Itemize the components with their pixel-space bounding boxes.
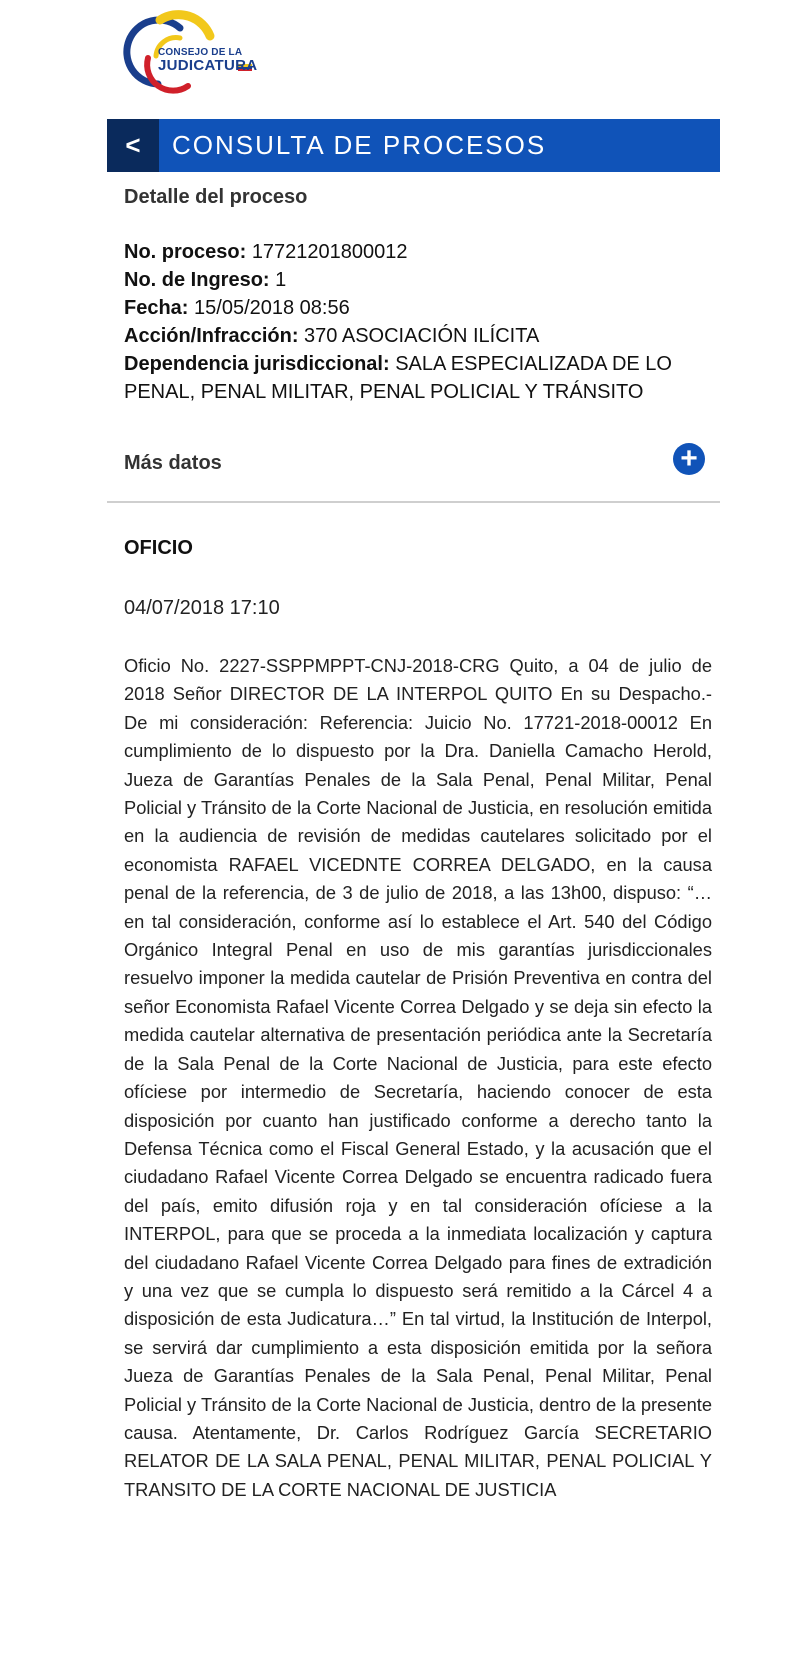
document-date: 04/07/2018 17:10 bbox=[124, 597, 280, 619]
field-no-ingreso bbox=[124, 266, 714, 294]
field-dependencia bbox=[124, 350, 714, 406]
field-value: 1 bbox=[275, 269, 287, 291]
more-data-label[interactable]: Más datos bbox=[124, 452, 222, 474]
back-button[interactable] bbox=[107, 119, 159, 172]
field-label: No. de Ingreso: bbox=[124, 269, 270, 291]
page-title: CONSULTA DE PROCESOS bbox=[172, 130, 547, 160]
field-fecha bbox=[124, 294, 714, 322]
document-title: OFICIO bbox=[124, 537, 193, 559]
section-title-detalle: Detalle del proceso bbox=[124, 186, 308, 208]
chevron-left-icon: < bbox=[125, 130, 141, 160]
divider bbox=[107, 501, 720, 503]
logo-text bbox=[158, 48, 257, 73]
page-header bbox=[107, 119, 720, 172]
field-label: Dependencia jurisdiccional: bbox=[124, 353, 390, 375]
field-label: Fecha: bbox=[124, 297, 189, 319]
process-fields bbox=[124, 238, 714, 406]
field-label: No. proceso: bbox=[124, 241, 247, 263]
logo-line1: CONSEJO DE LA bbox=[158, 47, 243, 58]
field-value: SALA ESPECIALIZADA DE LO PENAL, PENAL MILITAR, PENAL POLICIAL Y TRÁNSITO bbox=[124, 353, 672, 403]
field-value: 17721201800012 bbox=[251, 241, 408, 263]
logo-line2: JUDICATURA bbox=[158, 57, 258, 74]
field-value: 15/05/2018 08:56 bbox=[194, 297, 350, 319]
document-body: Oficio No. 2227-SSPPMPPT-CNJ-2018-CRG Quito, a 04 de julio de 2018 Señor DIRECTOR DE LA INTERPOL QUITO En su Despacho.- De mi consideración: Referencia: Juicio No. 17721-2018-00012 En cumplimiento de lo dispuesto por la Dra. Daniella Camacho Herold, Jueza de Garantías Penales de la Sala Penal, Penal Militar, Penal Policial y Tránsito de la Corte Nacional de Justicia, en resolución emitida en la audiencia de revisión de medidas cautelares solicitado por el economista RAFAEL VICEDNTE CORREA DELGADO, en la causa penal de la referencia, de 3 de julio de 2018, a las 13h00, dispuso: “… en tal consideración, conforme así lo establece el Art. 540 del Código Orgánico Integral Penal en uso de mis garantías jurisdiccionales resuelvo imponer la medida cautelar de Prisión Preventiva en contra del señor Economista Rafael Vicente Correa Delgado y se deja sin efecto la medida cautelar alternativa de presentación periódica ante la Secretaría de la Sala Penal de la Corte Nacional de Justicia, para este efecto ofíciese por intermedio de Secretaría, haciendo conocer de esta disposición por cuanto han justificado conforme a derecho tanto la Defensa Técnica como el Fiscal General Estado, y la acusación que el ciudadano Rafael Vicente Correa Delgado se encuentra radicado fuera del país, emito difusión roja y en tal consideración ofíciese a la INTERPOL, para que se proceda a la inmediata localización y captura del ciudadano Rafael Vicente Correa Delgado para fines de extradición y una vez que se cumpla lo dispuesto será remitido a la Cárcel 4 a disposición de esta Judicatura…” En tal virtud, la Institución de Interpol, se servirá dar cumplimiento a esta disposición emitida por la señora Jueza de Garantías Penales de la Sala Penal, Penal Militar, Penal Policial y Tránsito de la Corte Nacional de Justicia, dentro de la presente causa. Atentamente, Dr. Carlos Rodríguez García SECRETARIO RELATOR DE LA SALA PENAL, PENAL MILITAR, PENAL POLICIAL Y TRANSITO DE LA CORTE NACIONAL DE JUSTICIA bbox=[124, 655, 712, 1500]
field-accion-infraccion bbox=[124, 322, 714, 350]
field-value: 370 ASOCIACIÓN ILÍCITA bbox=[304, 325, 540, 347]
field-label: Acción/Infracción: bbox=[124, 325, 299, 347]
consejo-judicatura-logo bbox=[118, 6, 278, 102]
plus-circle-icon[interactable]: + bbox=[673, 443, 705, 475]
field-no-proceso bbox=[124, 238, 714, 266]
